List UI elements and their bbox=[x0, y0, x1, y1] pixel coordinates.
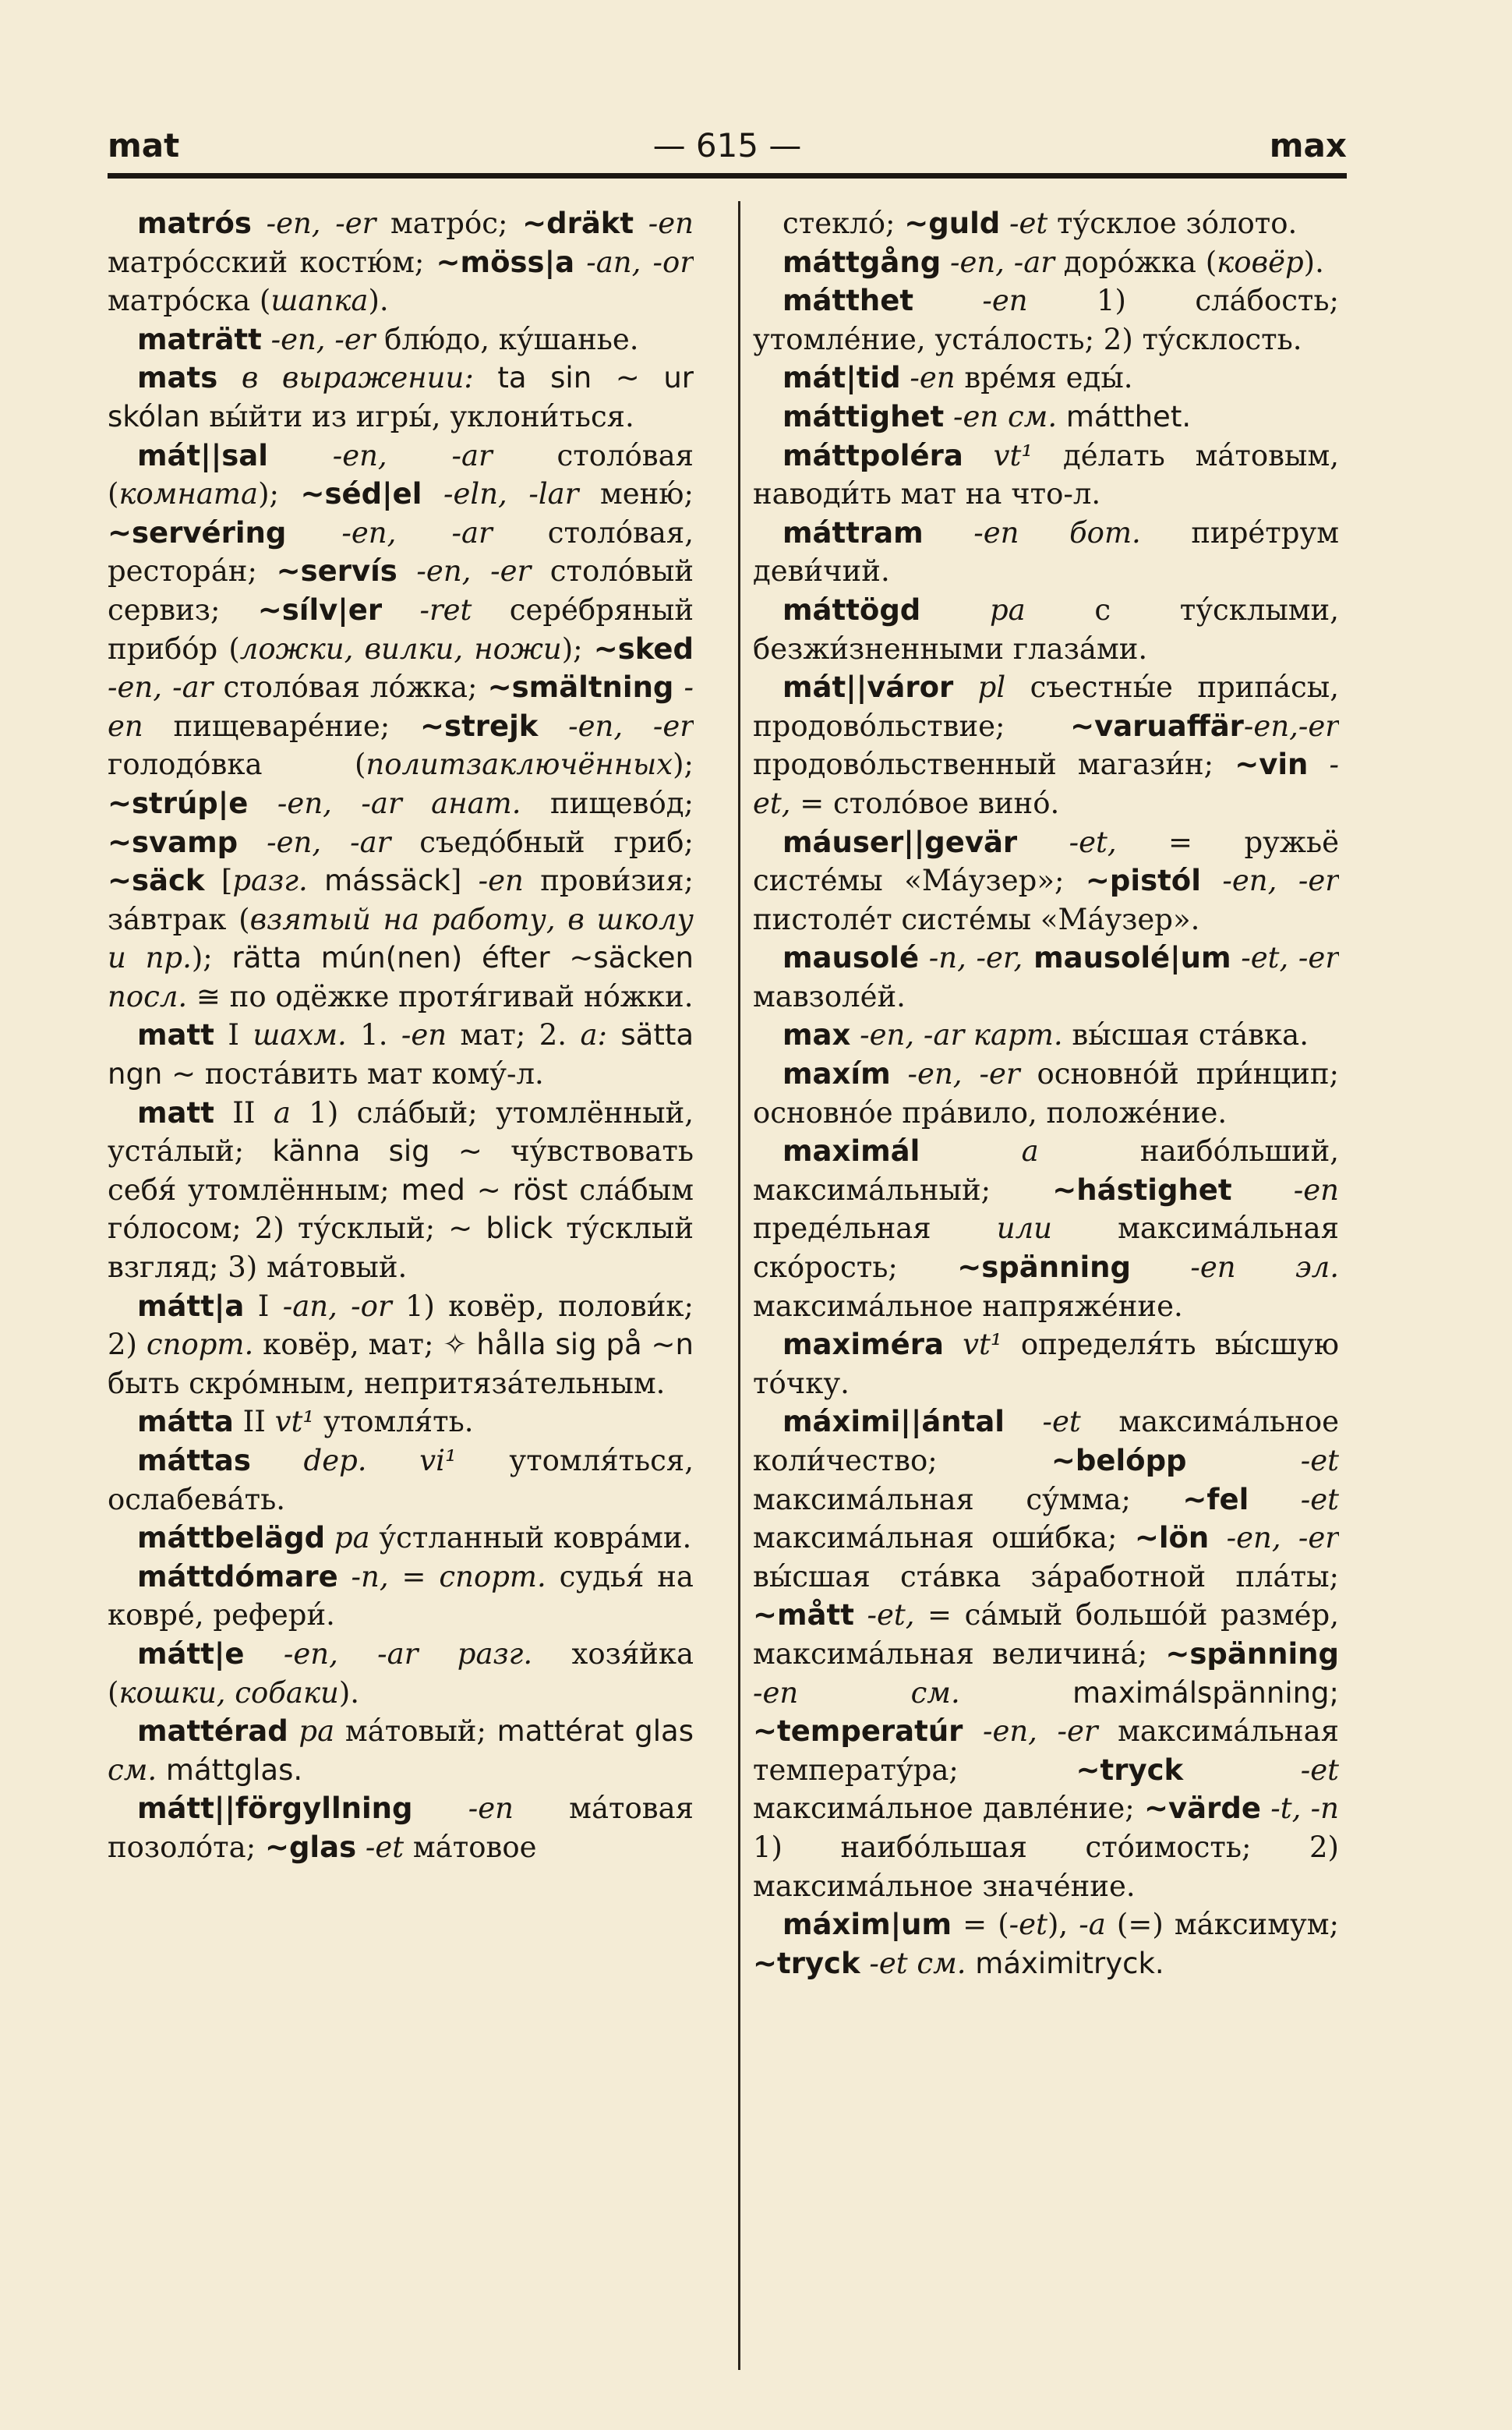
header-last-word: max bbox=[1269, 126, 1347, 164]
grammar-note: -en bbox=[401, 1018, 447, 1052]
grammar-note: в выражении: bbox=[217, 361, 474, 395]
entry-text: 1) наибо́льшая сто́имость; 2) максимáльное значе́ние. bbox=[753, 1830, 1339, 1903]
entry-text: максимáльная ско́рость; bbox=[753, 1211, 1339, 1285]
entry-text: утомля́ться, ослабевáть. bbox=[108, 1444, 694, 1516]
dictionary-entry bbox=[753, 359, 1339, 398]
entry-text: мáтовая позоло́та; bbox=[108, 1792, 694, 1864]
headword: ~fel bbox=[1182, 1482, 1249, 1516]
entry-text: максимáльное давле́ние; bbox=[753, 1792, 1145, 1826]
headword: maxím bbox=[782, 1057, 891, 1091]
grammar-note: -en, -ar bbox=[238, 825, 391, 859]
dictionary-entry bbox=[108, 1287, 694, 1403]
entry-text: rätta mún(nen) éfter ~säcken bbox=[231, 941, 694, 975]
grammar-note: -et bbox=[1004, 1405, 1081, 1439]
headword: ~pistól bbox=[1085, 864, 1201, 898]
headword: ~lön bbox=[1134, 1521, 1210, 1555]
entry-text: [ bbox=[204, 864, 233, 898]
headword: ~glas bbox=[264, 1830, 357, 1864]
dictionary-entry bbox=[753, 591, 1339, 668]
entry-text: максимáльная температу́ра; bbox=[753, 1714, 1339, 1787]
entry-text: матро́с; bbox=[376, 207, 523, 240]
entry-text: ≅ по одёжке протя́гивай но́жки. bbox=[187, 979, 694, 1013]
grammar-note: -n, -er, bbox=[919, 941, 1023, 975]
column-divider bbox=[738, 201, 740, 2370]
entry-text: hålla sig på ~n bbox=[476, 1328, 694, 1362]
headword: mátta bbox=[137, 1405, 234, 1439]
entry-text: максимáльная оши́бка; bbox=[753, 1521, 1135, 1555]
entry-text: постáвить мат кому́-л. bbox=[196, 1057, 544, 1091]
entry-text: mattérat glas bbox=[496, 1714, 694, 1749]
entry-text: столо́вая, ресторáн; bbox=[108, 515, 694, 589]
grammar-note: спорт. bbox=[146, 1328, 254, 1362]
entry-text: sätta ngn ~ bbox=[108, 1018, 694, 1091]
entry-text: чу́вствовать себя́ утомлённым; bbox=[108, 1134, 694, 1207]
entry-text: 1) слáбость; утомле́ние, устáлость; 2) ту́склость. bbox=[753, 284, 1339, 356]
entry-text: mátthet. bbox=[1057, 399, 1192, 433]
entry-text: 1) ковёр, полови́к; 2) bbox=[108, 1289, 694, 1362]
grammar-note: -en, -ar bbox=[941, 245, 1055, 279]
entry-text: I bbox=[214, 1018, 253, 1052]
grammar-note: -en, -er bbox=[397, 554, 532, 589]
entry-text: ta sin ~ ur skólan bbox=[108, 361, 694, 433]
grammar-note: -en, -ar разг. bbox=[244, 1636, 533, 1671]
dictionary-entry bbox=[753, 1055, 1339, 1132]
entry-text: съестны́е припáсы, продово́льствие; bbox=[753, 670, 1339, 743]
headword: mátthet bbox=[782, 284, 914, 318]
grammar-note: -et, bbox=[753, 748, 1339, 820]
entry-text: máximitryck. bbox=[966, 1946, 1164, 1980]
grammar-note: -eln, -lar bbox=[422, 477, 579, 511]
dictionary-entry bbox=[108, 359, 694, 436]
headword: mausolé|um bbox=[1023, 941, 1231, 975]
entry-text: maximálspänning; bbox=[959, 1675, 1339, 1710]
entry-text: слáбым го́лосом; 2) ту́склый; bbox=[108, 1173, 694, 1246]
headword: ~strúp|e bbox=[108, 786, 249, 820]
entry-text: максимáльная су́мма; bbox=[753, 1482, 1183, 1516]
headword: ~sked bbox=[593, 631, 694, 666]
dictionary-entry bbox=[753, 437, 1339, 514]
grammar-note: -et, bbox=[853, 1598, 915, 1632]
grammar-note: взятый на работу, в школу и пр. bbox=[108, 902, 694, 975]
headword: ~dräkt bbox=[522, 207, 634, 240]
entry-text: столо́вая ло́жка; bbox=[213, 670, 488, 705]
headword: mátt|e bbox=[137, 1636, 245, 1671]
headword: ~spänning bbox=[957, 1250, 1131, 1285]
grammar-note: -et bbox=[1000, 207, 1048, 240]
headword: ~tryck bbox=[1076, 1753, 1184, 1787]
dictionary-entry bbox=[108, 1094, 694, 1287]
grammar-note: vt¹ bbox=[943, 1328, 1002, 1362]
header-rule bbox=[108, 173, 1347, 179]
entry-text: ); bbox=[258, 477, 301, 511]
headword: ~spänning bbox=[1165, 1636, 1339, 1671]
grammar-note: vt¹ bbox=[963, 438, 1033, 472]
dictionary-entry bbox=[108, 1789, 694, 1866]
grammar-note: -et bbox=[356, 1830, 404, 1864]
dictionary-entry bbox=[108, 1441, 694, 1519]
grammar-note: -et bbox=[1009, 1908, 1047, 1942]
grammar-note: -en, -er bbox=[890, 1057, 1020, 1091]
dictionary-entry bbox=[753, 281, 1339, 359]
grammar-note: -en, -ar bbox=[286, 515, 493, 550]
headword: ~servís bbox=[276, 554, 397, 589]
headword: máttas bbox=[137, 1444, 251, 1477]
entry-text: пищево́д; bbox=[521, 786, 694, 820]
headword: ~strejk bbox=[420, 709, 539, 743]
entry-text: преде́льная bbox=[753, 1211, 997, 1246]
grammar-note: -en, -er bbox=[251, 207, 376, 240]
grammar-note: vt¹ bbox=[274, 1405, 315, 1439]
entry-text: основно́й при́нцип; основно́е прáвило, положе́ние. bbox=[753, 1057, 1339, 1130]
headword: matt bbox=[137, 1018, 214, 1052]
entry-text: II bbox=[233, 1405, 275, 1439]
entry-text: мáтовый; bbox=[334, 1714, 497, 1749]
entry-text: 1) слáбый; утомлённый, устáлый; bbox=[108, 1095, 694, 1169]
entry-text: определя́ть вы́сшую то́чку. bbox=[753, 1328, 1339, 1400]
dictionary-entry bbox=[753, 668, 1339, 822]
grammar-note: кошки, собаки bbox=[118, 1675, 339, 1710]
grammar-note: разг. bbox=[232, 864, 308, 898]
entry-text: ту́склое зо́лото. bbox=[1047, 207, 1298, 240]
grammar-note: -en, -er bbox=[261, 322, 376, 356]
entry-text: ); bbox=[561, 631, 594, 666]
entry-text: пире́трум деви́чий. bbox=[753, 515, 1339, 589]
grammar-note: pl bbox=[953, 670, 1006, 705]
entry-text: голодо́вка ( bbox=[108, 748, 366, 782]
headword: maximál bbox=[782, 1134, 920, 1169]
entry-text: пистоле́т систе́мы «Мáузер». bbox=[753, 902, 1200, 936]
grammar-note: -en, -ar анат. bbox=[248, 786, 521, 820]
entry-text: хозя́йка ( bbox=[108, 1636, 694, 1710]
entry-text: серéбряный прибо́р ( bbox=[108, 592, 694, 666]
grammar-note: или bbox=[996, 1211, 1052, 1246]
grammar-note: см. bbox=[108, 1753, 157, 1787]
entry-text: = сáмый большо́й разме́р, максимáльная величинá; bbox=[753, 1598, 1339, 1671]
grammar-note: -an, -or bbox=[574, 245, 694, 279]
headword: ~guld bbox=[904, 207, 1001, 240]
headword: ~smältning bbox=[487, 670, 674, 705]
grammar-note: -en,-er bbox=[1243, 709, 1339, 743]
headword: máttpoléra bbox=[782, 438, 963, 472]
grammar-note: -a bbox=[1079, 1908, 1106, 1942]
entry-text: ). bbox=[1303, 245, 1324, 279]
entry-text: ] bbox=[450, 864, 479, 898]
grammar-note: -en bbox=[900, 361, 956, 395]
dictionary-entry bbox=[753, 939, 1339, 1016]
entry-text: столо́вая ( bbox=[108, 438, 694, 511]
grammar-note: -et bbox=[1249, 1482, 1339, 1516]
headword: ~svamp bbox=[108, 825, 238, 859]
headword: ~vin bbox=[1235, 748, 1309, 782]
headword: máttbelägd bbox=[137, 1521, 326, 1555]
dictionary-entry bbox=[108, 1635, 694, 1712]
grammar-note: -an, -or bbox=[282, 1289, 392, 1323]
grammar-note: dep. vi¹ bbox=[250, 1444, 457, 1477]
dictionary-entry bbox=[753, 514, 1339, 591]
headword: mát||váror bbox=[782, 670, 954, 705]
page-number: — 615 — bbox=[652, 126, 802, 164]
entry-text: känna sig ~ bbox=[272, 1134, 482, 1169]
grammar-note: -en, -ar bbox=[267, 438, 493, 472]
entry-text: ту́склый взгляд; 3) мáтовый. bbox=[108, 1211, 694, 1285]
entry-text: стекло́; bbox=[782, 207, 905, 240]
headword: máttighet bbox=[782, 399, 945, 433]
grammar-note: a bbox=[273, 1095, 291, 1130]
headword: ~temperatúr bbox=[753, 1714, 963, 1749]
grammar-note: -en бот. bbox=[923, 515, 1141, 550]
grammar-note: -t, -n bbox=[1260, 1792, 1339, 1826]
entry-text: вы́сшая стáвка зáработной плáты; bbox=[753, 1559, 1339, 1593]
dictionary-entry bbox=[753, 243, 1339, 282]
dictionary-entry bbox=[108, 1016, 694, 1093]
headword: máttram bbox=[782, 515, 924, 550]
headword: mátt|a bbox=[137, 1289, 245, 1323]
grammar-note: -ret bbox=[382, 592, 472, 627]
grammar-note: pa bbox=[325, 1521, 370, 1555]
headword: máttdómare bbox=[137, 1559, 338, 1593]
entry-text: ). bbox=[368, 284, 389, 318]
headword: ~séd|el bbox=[300, 477, 422, 511]
headword: mats bbox=[137, 361, 218, 395]
dictionary-entry bbox=[753, 1402, 1339, 1905]
grammar-note: комната bbox=[118, 477, 259, 511]
dictionary-entry bbox=[753, 1016, 1339, 1055]
entry-text: I bbox=[244, 1289, 283, 1323]
entry-text: утомля́ть. bbox=[314, 1405, 474, 1439]
entry-text: матро́сский костю́м; bbox=[108, 245, 436, 279]
entry-text: столо́вый сервиз; bbox=[108, 554, 694, 627]
dictionary-entry bbox=[108, 320, 694, 359]
entry-text: = столо́вое вино́. bbox=[790, 786, 1060, 820]
grammar-note: -en bbox=[1231, 1173, 1339, 1207]
headword: ~sílv|er bbox=[257, 592, 383, 627]
dictionary-entry bbox=[753, 823, 1339, 939]
entry-text: меню́; bbox=[578, 477, 694, 511]
headword: mát|tid bbox=[782, 361, 901, 395]
headword: máttögd bbox=[782, 592, 921, 627]
dictionary-entry bbox=[108, 1558, 694, 1635]
headword: matt bbox=[137, 1095, 214, 1130]
headword: matrós bbox=[137, 207, 252, 240]
headword: ~tryck bbox=[753, 1946, 860, 1980]
dictionary-entry bbox=[753, 204, 1339, 243]
left-column bbox=[108, 204, 694, 2372]
entry-text: де́лать мáтовым, наводи́ть мат на что-л. bbox=[753, 438, 1339, 511]
entry-text: med ~ röst bbox=[401, 1173, 568, 1207]
headword: máximi||ántal bbox=[782, 1405, 1005, 1439]
entry-text: = ружьё систе́мы «Мáузер»; bbox=[753, 825, 1339, 898]
headword: ~möss|a bbox=[436, 245, 575, 279]
dictionary-entry bbox=[753, 1132, 1339, 1325]
entry-text: ~ blick bbox=[448, 1211, 553, 1246]
grammar-note: pa bbox=[920, 592, 1026, 627]
headword: ~varuaffär bbox=[1070, 709, 1244, 743]
entry-text: вре́мя еды́. bbox=[955, 361, 1133, 395]
entry-text: ); bbox=[673, 748, 694, 782]
entry-text: (=) мáксимум; bbox=[1105, 1908, 1339, 1942]
grammar-note: -en см. bbox=[753, 1675, 960, 1710]
grammar-note: посл. bbox=[108, 979, 188, 1013]
grammar-note: -en, -er bbox=[963, 1714, 1098, 1749]
grammar-note: -et bbox=[1183, 1753, 1339, 1787]
entry-text: máttglas. bbox=[157, 1753, 303, 1787]
entry-text: судья́ на ковре́, рефери́. bbox=[108, 1559, 694, 1632]
right-column bbox=[753, 204, 1339, 2372]
entry-text: у́стланный коврáми. bbox=[369, 1521, 692, 1555]
grammar-note: -en, -ar карт. bbox=[850, 1018, 1063, 1052]
grammar-note: шахм. bbox=[253, 1018, 347, 1052]
entry-text: мавзоле́й. bbox=[753, 979, 906, 1013]
grammar-note: -n, = спорт. bbox=[337, 1559, 546, 1593]
dictionary-entry bbox=[108, 437, 694, 1017]
grammar-note: -et см. bbox=[860, 1946, 966, 1980]
entry-text: прови́зия; зáвтрак ( bbox=[108, 864, 694, 936]
grammar-note: -en см. bbox=[944, 399, 1058, 433]
headword: maträtt bbox=[137, 322, 262, 356]
headword: ~hástighet bbox=[1052, 1173, 1232, 1207]
headword: ~servéring bbox=[108, 515, 287, 550]
headword: ~säck bbox=[108, 864, 205, 898]
headword: máxim|um bbox=[782, 1908, 952, 1942]
entry-text: вы́сшая стáвка. bbox=[1062, 1018, 1309, 1052]
entry-text: с ту́склыми, безжи́зненными глазáми. bbox=[753, 592, 1339, 666]
grammar-note: -en bbox=[108, 670, 694, 743]
entry-text: мат; 2. bbox=[447, 1018, 581, 1052]
entry-text: мáтовое bbox=[404, 1830, 537, 1864]
dictionary-entry bbox=[108, 1519, 694, 1558]
entry-text: продово́льственный магази́н; bbox=[753, 748, 1235, 782]
grammar-note: -en, -er bbox=[1209, 1521, 1339, 1555]
grammar-note: pa bbox=[288, 1714, 335, 1749]
grammar-note: -en, -ar bbox=[108, 670, 214, 705]
entry-text: 1. bbox=[346, 1018, 401, 1052]
dictionary-entry bbox=[108, 1712, 694, 1789]
entry-text: ). bbox=[338, 1675, 360, 1710]
grammar-note: -en bbox=[913, 284, 1028, 318]
entry-text: быть скро́мным, непритязáтельным. bbox=[108, 1366, 666, 1400]
entry-text: ); bbox=[191, 941, 232, 975]
grammar-note: a: bbox=[580, 1018, 607, 1052]
grammar-note: -en, -er bbox=[538, 709, 694, 743]
grammar-note: -en, -er bbox=[1200, 864, 1339, 898]
headword: maximéra bbox=[782, 1328, 944, 1362]
grammar-note: -en bbox=[412, 1792, 514, 1826]
entry-text: II bbox=[214, 1095, 274, 1130]
headword: max bbox=[782, 1018, 851, 1052]
dictionary-entry bbox=[108, 1402, 694, 1441]
entry-text: доро́жка ( bbox=[1054, 245, 1217, 279]
dictionary-entry bbox=[753, 1325, 1339, 1402]
headword: mattérad bbox=[137, 1714, 288, 1749]
headword: ~mått bbox=[753, 1598, 854, 1632]
grammar-note: -et, -er bbox=[1231, 941, 1339, 975]
grammar-note: a bbox=[920, 1134, 1039, 1169]
grammar-note: ложки, вилки, ножи bbox=[239, 631, 562, 666]
dictionary-entry bbox=[753, 1905, 1339, 1983]
grammar-note: ковёр bbox=[1217, 245, 1304, 279]
grammar-note: шапка bbox=[270, 284, 369, 318]
entry-text: mássäck bbox=[307, 864, 450, 898]
grammar-note: -et bbox=[1186, 1444, 1339, 1477]
grammar-note: -en bbox=[634, 207, 694, 240]
entry-text: блю́до, ку́шанье. bbox=[375, 322, 639, 356]
entry-text: ), bbox=[1047, 1908, 1079, 1942]
headword: mát||sal bbox=[137, 438, 268, 472]
entry-text: пищеваре́ние; bbox=[143, 709, 421, 743]
entry-text: максимáльное коли́чество; bbox=[753, 1405, 1339, 1477]
dictionary-entry bbox=[753, 398, 1339, 437]
headword: máuser||gevär bbox=[782, 825, 1018, 859]
entry-text: матро́ска ( bbox=[108, 284, 271, 318]
grammar-note: -et, bbox=[1017, 825, 1117, 859]
entry-text: = ( bbox=[952, 1908, 1009, 1942]
entry-text: ковёр, мат; ✧ bbox=[253, 1328, 477, 1362]
header-first-word: mat bbox=[108, 126, 180, 164]
grammar-note: политзаключённых bbox=[366, 748, 673, 782]
headword: ~värde bbox=[1144, 1792, 1261, 1826]
headword: mausolé bbox=[782, 941, 920, 975]
entry-text: вы́йти из игры́, уклони́ться. bbox=[200, 399, 634, 433]
grammar-note: -en bbox=[478, 864, 524, 898]
entry-text: съедо́бный гриб; bbox=[390, 825, 694, 859]
dictionary-entry bbox=[108, 204, 694, 320]
headword: máttgång bbox=[782, 245, 941, 279]
headword: ~belópp bbox=[1051, 1444, 1187, 1477]
grammar-note: -en эл. bbox=[1130, 1250, 1339, 1285]
headword: mátt||förgyllning bbox=[137, 1792, 413, 1826]
entry-text: максимáльное напряже́ние. bbox=[753, 1289, 1183, 1323]
entry-text: наибо́льший, максимáльный; bbox=[753, 1134, 1339, 1207]
